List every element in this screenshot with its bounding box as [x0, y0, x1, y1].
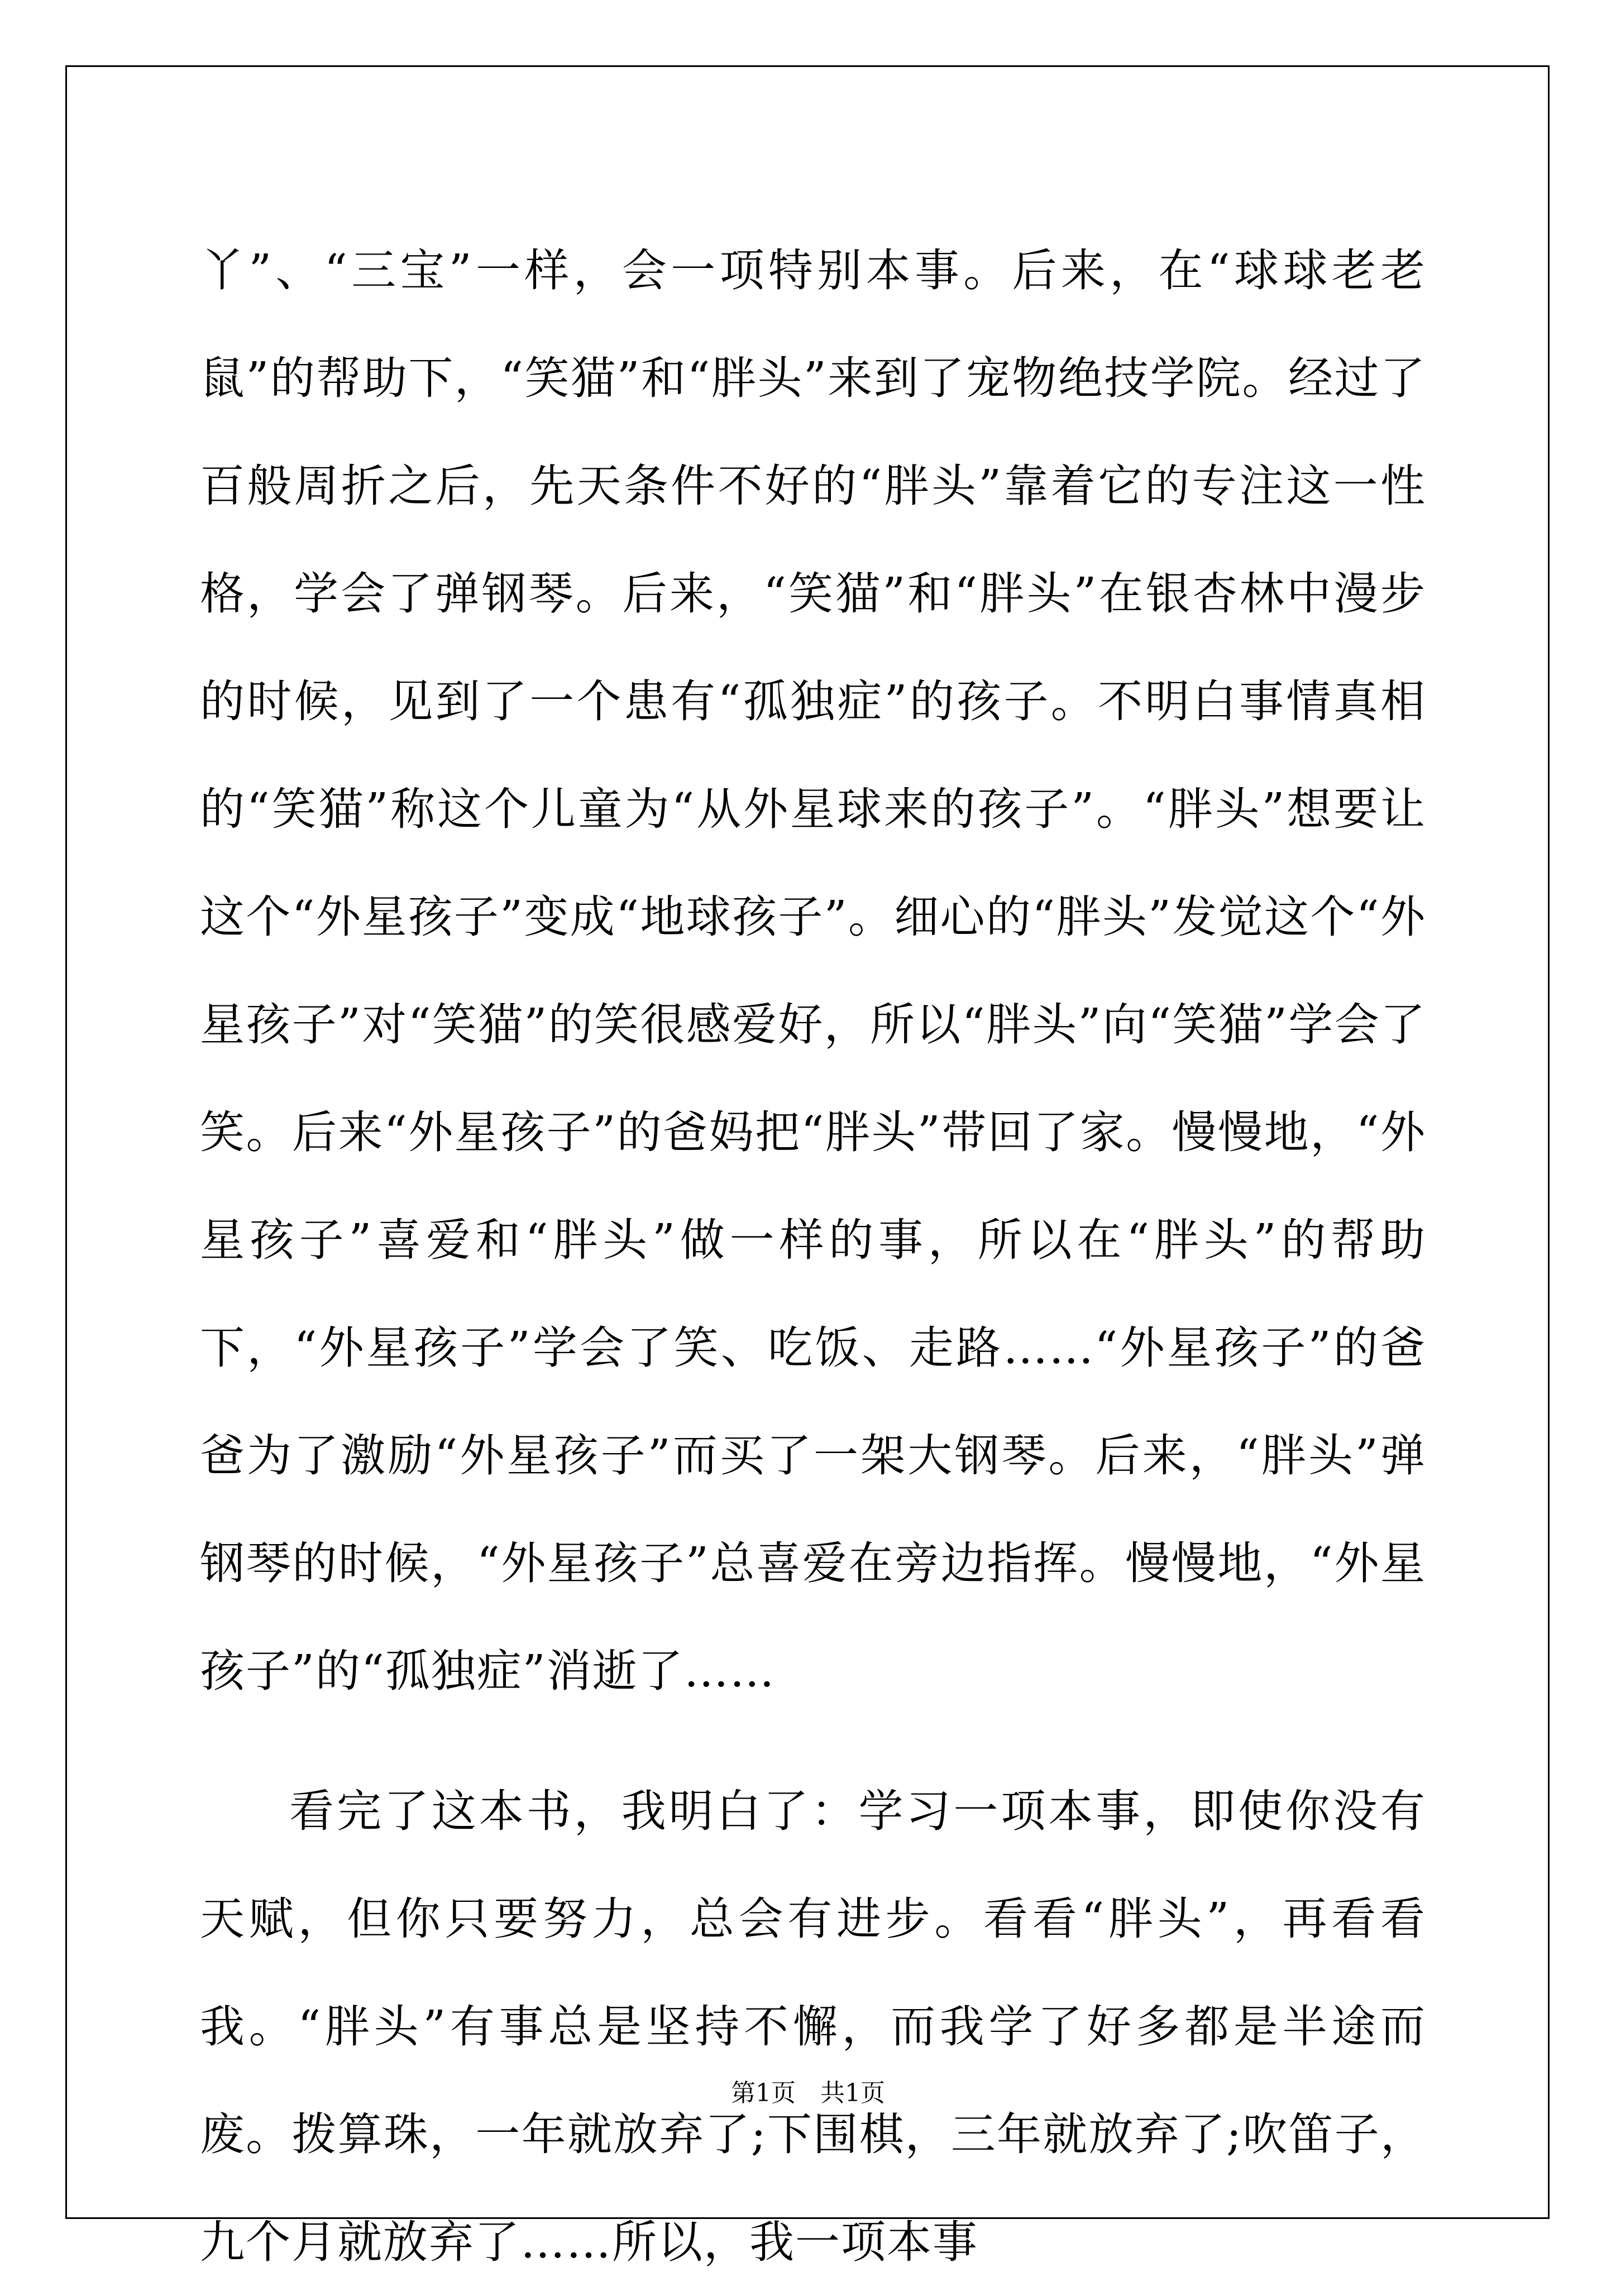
document-body	[200, 217, 1426, 2296]
paragraph-1: 丫”、“三宝”一样，会一项特别本事。后来，在“球球老老鼠”的帮助下，“笑猫”和“胖头”来到了宠物绝技学院。经过了百般周折之后，先天条件不好的“胖头”靠着它的专注这一性格，学会了弹钢琴。后来，“笑猫”和“胖头”在银杏林中漫步的时候，见到了一个患有“孤独症”的孩子。不明白事情真相的“笑猫”称这个儿童为“从外星球来的孩子”。“胖头”想要让这个“外星孩子”变成“地球孩子”。细心的“胖头”发觉这个“外星孩子”对“笑猫”的笑很感爱好，所以“胖头”向“笑猫”学会了笑。后来“外星孩子”的爸妈把“胖头”带回了家。慢慢地，“外星孩子”喜爱和“胖头”做一样的事，所以在“胖头”的帮助下，“外星孩子”学会了笑、吃饭、走路……“外星孩子”的爸爸为了激励“外星孩子”而买了一架大钢琴。后来，“胖头”弹钢琴的时候，“外星孩子”总喜爱在旁边指挥。慢慢地，“外星孩子”的“孤独症”消逝了……	[200, 245, 1426, 1697]
page-number-footer: 第1页 共1页	[731, 2079, 885, 2107]
paragraph-2: 看完了这本书，我明白了：学习一项本事，即使你没有天赋，但你只要努力，总会有进步。看看“胖头”，再看看我。“胖头”有事总是坚持不懈，而我学了好多都是半途而废。拨算珠，一年就放弃了;下围棋，三年就放弃了;吹笛子，九个月就放弃了……所以，我一项本事	[200, 1785, 1426, 2268]
